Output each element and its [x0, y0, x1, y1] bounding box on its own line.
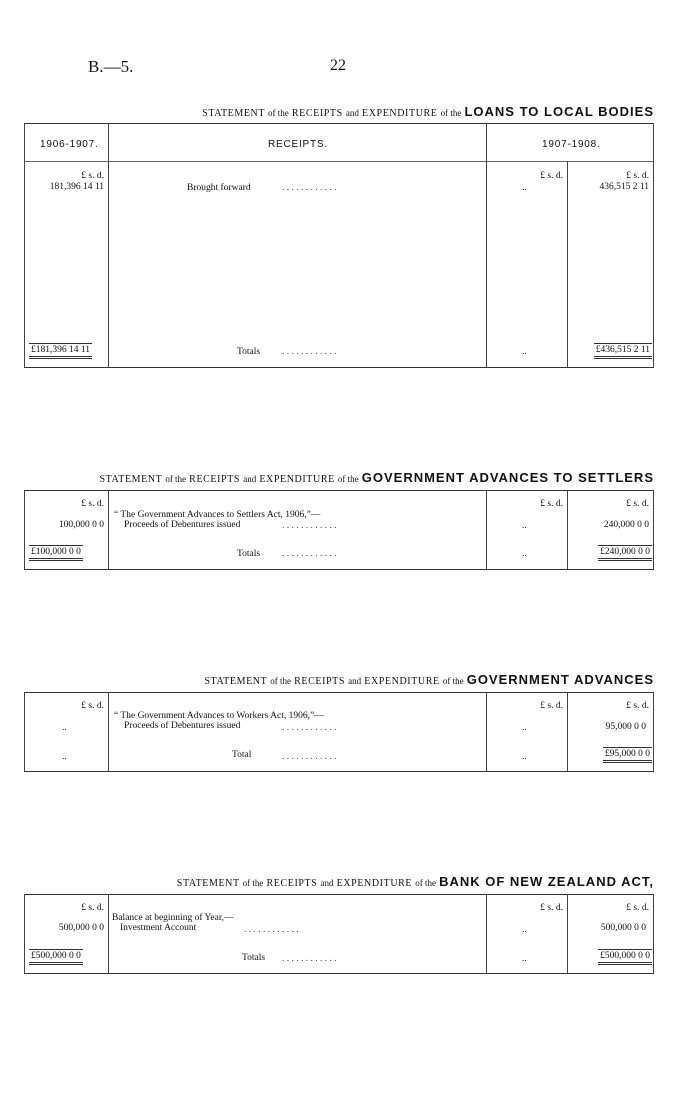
units-right: £ s. d.: [626, 903, 649, 913]
brought-forward-right-amount: 436,515 2 11: [599, 182, 649, 192]
debentures-label: Proceeds of Debentures issued: [124, 520, 241, 530]
total-right-amount: £436,515 2 11: [594, 343, 652, 359]
statement-3-title: STATEMENT of the RECEIPTS and EXPENDITURE of the GOVERNMENT ADVANCES: [204, 672, 654, 687]
leader-dots: . . . . . . . . . . . .: [244, 925, 299, 935]
total-mid-amount: ..: [522, 752, 527, 762]
totals-label: Totals: [237, 549, 261, 559]
leader-dots: . . . . . . . . . . . .: [282, 347, 337, 357]
leader-dots: . . . . . . . . . . . .: [282, 752, 337, 762]
leader-dots: . . . . . . . . . . . .: [282, 723, 337, 733]
debentures-mid-amount: ..: [522, 723, 527, 733]
column-header-1907-1908: 1907-1908.: [542, 139, 601, 150]
units-left: £ s. d.: [81, 903, 104, 913]
debentures-mid-amount: ..: [522, 521, 527, 531]
units-mid: £ s. d.: [540, 701, 563, 711]
units-left: £ s. d.: [81, 171, 104, 181]
document-reference: B.—5.: [88, 57, 134, 76]
units-left: £ s. d.: [81, 499, 104, 509]
investment-left-amount: 500,000 0 0: [58, 923, 104, 933]
debentures-left-amount: ..: [62, 723, 67, 733]
debentures-left-amount: 100,000 0 0: [58, 520, 104, 530]
total-mid-amount: ..: [522, 347, 527, 357]
investment-account-label: Investment Account: [120, 923, 197, 933]
units-right: £ s. d.: [626, 701, 649, 711]
totals-label: Totals: [237, 347, 261, 357]
page-number: 22: [330, 57, 346, 74]
units-left: £ s. d.: [81, 701, 104, 711]
total-right-amount: £500,000 0 0: [598, 949, 652, 965]
column-header-receipts: RECEIPTS.: [268, 139, 328, 150]
balance-heading: Balance at beginning of Year,—: [112, 913, 234, 923]
statement-1-title: STATEMENT of the RECEIPTS and EXPENDITURE of the LOANS TO LOCAL BODIES: [202, 104, 654, 119]
leader-dots: . . . . . . . . . . . .: [282, 183, 337, 193]
total-right-amount: £240,000 0 0: [598, 545, 652, 561]
brought-forward-left-amount: 181,396 14 11: [49, 182, 104, 192]
debentures-right-amount: 240,000 0 0: [603, 520, 649, 530]
statement-2-title: STATEMENT of the RECEIPTS and EXPENDITURE of the GOVERNMENT ADVANCES TO SETTLERS: [99, 470, 654, 485]
units-mid: £ s. d.: [540, 903, 563, 913]
statement-4-title: STATEMENT of the RECEIPTS and EXPENDITURE of the BANK OF NEW ZEALAND ACT,: [176, 874, 654, 889]
brought-forward-label: Brought forward: [187, 183, 251, 193]
total-left-amount: ..: [62, 752, 67, 762]
units-right: £ s. d.: [626, 171, 649, 181]
total-left-amount: £181,396 14 11: [29, 343, 92, 359]
total-right-amount: £95,000 0 0: [603, 747, 652, 763]
act-title: “ The Government Advances to Workers Act, 1906,”—: [114, 711, 324, 721]
investment-mid-amount: ..: [522, 925, 527, 935]
debentures-right-amount: 95,000 0 0: [605, 722, 646, 732]
leader-dots: . . . . . . . . . . . .: [282, 521, 337, 531]
units-mid: £ s. d.: [540, 171, 563, 181]
debentures-label: Proceeds of Debentures issued: [124, 721, 241, 731]
statement-3-table: [24, 692, 654, 772]
total-mid-amount: ..: [522, 954, 527, 964]
statement-4-table: [24, 894, 654, 974]
brought-forward-mid-amount: ..: [522, 183, 527, 193]
act-title: “ The Government Advances to Settlers Act, 1906,”—: [114, 510, 321, 520]
total-left-amount: £500,000 0 0: [29, 949, 83, 965]
leader-dots: . . . . . . . . . . . .: [282, 549, 337, 559]
investment-right-amount: 500,000 0 0: [600, 923, 646, 933]
totals-label: Totals: [242, 953, 266, 963]
leader-dots: . . . . . . . . . . . .: [282, 954, 337, 964]
units-mid: £ s. d.: [540, 499, 563, 509]
total-label: Total: [232, 750, 252, 760]
statement-2-table: [24, 490, 654, 570]
total-left-amount: £100,000 0 0: [29, 545, 83, 561]
units-right: £ s. d.: [626, 499, 649, 509]
total-mid-amount: ..: [522, 549, 527, 559]
column-header-1906-1907: 1906-1907.: [40, 139, 99, 150]
statement-1-table: [24, 123, 654, 368]
